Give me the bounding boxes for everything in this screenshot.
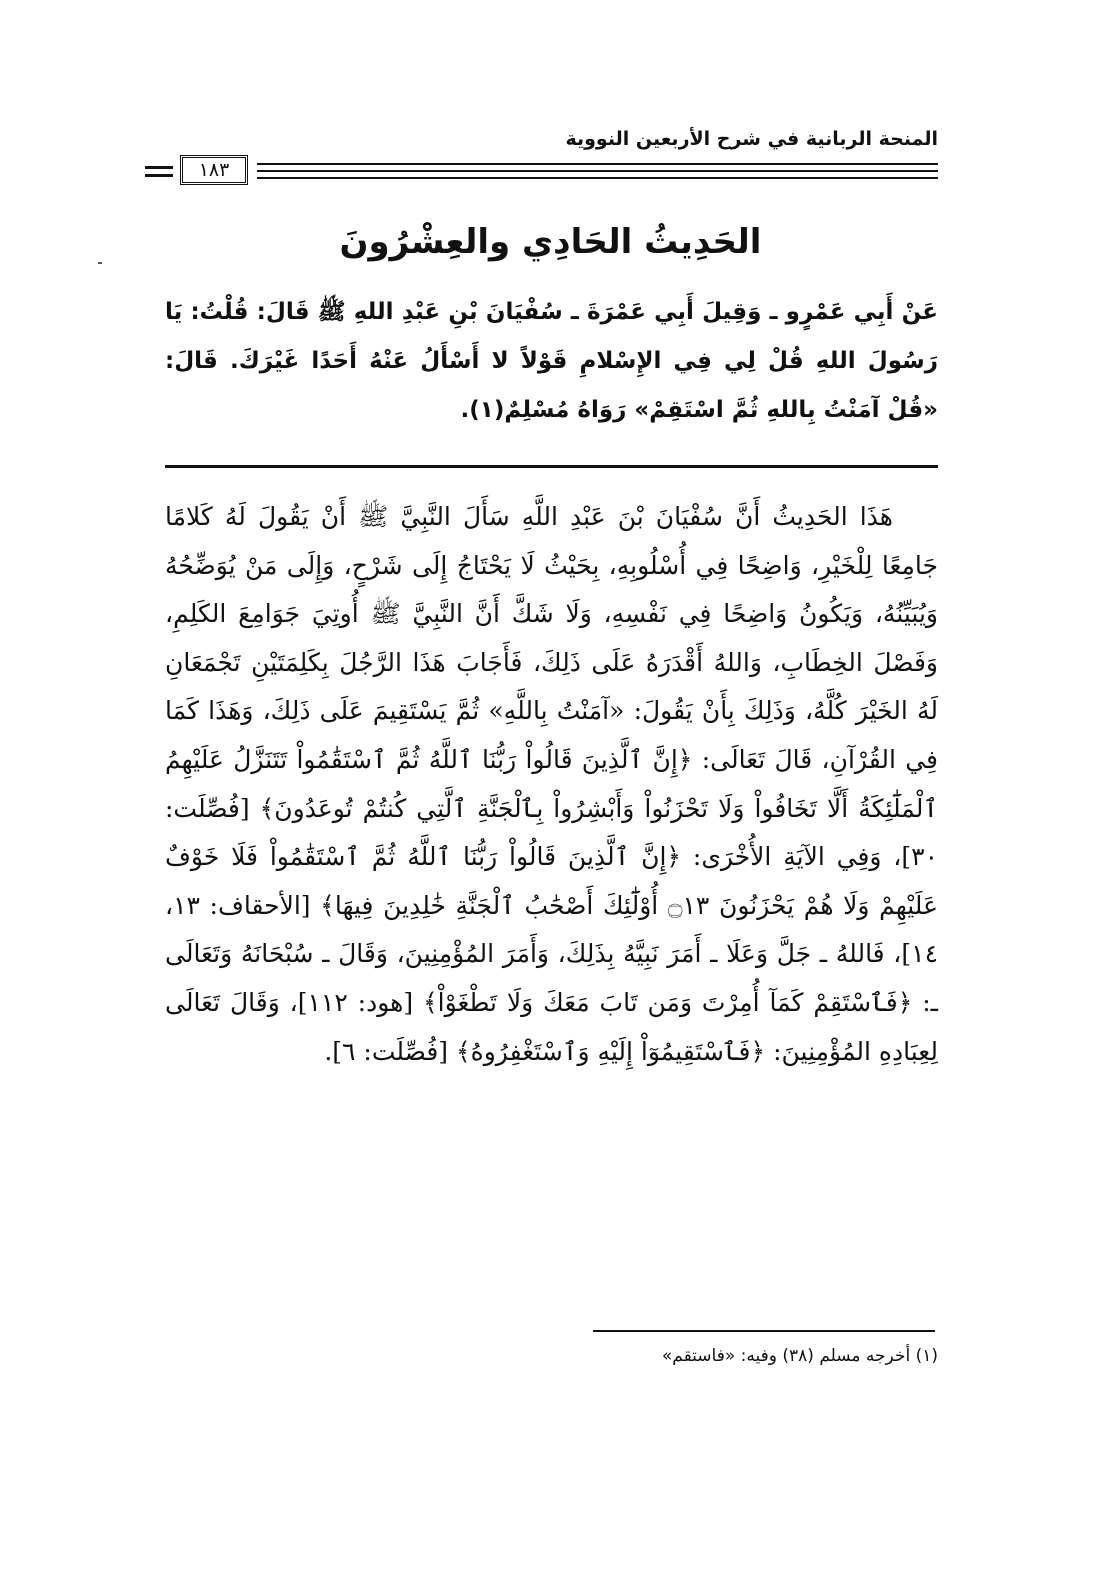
header-rule bbox=[257, 177, 938, 179]
hadith-title: الحَدِيثُ الحَادِي والعِشْرُونَ bbox=[339, 222, 762, 262]
header-rule bbox=[257, 170, 938, 172]
footnote-rule bbox=[593, 1330, 935, 1332]
page-number: ١٨٣ bbox=[180, 155, 248, 185]
section-divider bbox=[165, 465, 938, 468]
margin-mark bbox=[98, 262, 102, 264]
footnote: (١) أخرجه مسلم (٣٨) وفيه: «فاستقم» bbox=[661, 1346, 938, 1366]
hadith-text: عَنْ أَبِي عَمْرٍو ـ وَقِيلَ أَبِي عَمْرَةَ ـ سُفْيَانَ بْنِ عَبْدِ اللهِ ﷺ قَالَ: قُلْتُ: يَا رَسُولَ اللهِ قُلْ لِي فِي الإِسْلامِ قَوْلاً لا أَسْأَلُ عَنْهُ أَحَدًا غَيْرَكَ. قَالَ: «قُلْ آمَنْتُ بِاللهِ ثُمَّ اسْتَقِمْ» رَوَاهُ مُسْلِمٌ(١). bbox=[165, 299, 938, 423]
header-ornament-left bbox=[145, 166, 173, 169]
header-ornament-left bbox=[145, 174, 173, 177]
commentary-paragraph: هَذَا الحَدِيثُ أَنَّ سُفْيَانَ بْنَ عَبْدِ اللَّهِ سَأَلَ النَّبِيَّ ﷺ أَنْ يَقُولَ لَهُ كَلامًا جَامِعًا لِلْخَيْرِ، وَاضِحًا فِي أُسْلُوبِهِ، بِحَيْثُ لَا يَحْتَاجُ إِلَى شَرْحٍ، وَإِلَى مَنْ يُوَضِّحُهُ وَيُبَيِّنُهُ، وَيَكُونُ وَاضِحًا فِي نَفْسِهِ، وَلَا شَكَّ أَنَّ النَّبِيَّ ﷺ أُوتِيَ جَوَامِعَ الكَلِمِ، وَفَصْلَ الخِطَابِ، وَاللهُ أَقْدَرَهُ عَلَى ذَلِكَ، فَأَجَابَ هَذَا الرَّجُلَ بِكَلِمَتَيْنِ تَجْمَعَانِ لَهُ الخَيْرَ كُلَّهُ، وَذَلِكَ بِأَنْ يَقُولَ: «آمَنْتُ بِاللَّهِ» ثُمَّ يَسْتَقِيمَ عَلَى ذَلِكَ، وَهَذَا كَمَا فِي القُرْآنِ، قَالَ تَعَالَى: ﴿إِنَّ ٱلَّذِينَ قَالُواْ رَبُّنَا ٱللَّهُ ثُمَّ ٱسْتَقَٰمُواْ تَتَنَزَّلُ عَلَيْهِمُ ٱلْمَلَٰٓئِكَةُ أَلَّا تَخَافُواْ وَلَا تَحْزَنُواْ وَأَبْشِرُواْ بِٱلْجَنَّةِ ٱلَّتِي كُنتُمْ تُوعَدُونَ﴾ [فُصِّلَت: ٣٠]، وَفِي الآيَةِ الأُخْرَى: ﴿إِنَّ ٱلَّذِينَ قَالُواْ رَبُّنَا ٱللَّهُ ثُمَّ ٱسْتَقَٰمُواْ فَلَا خَوْفٌ عَلَيْهِمْ وَلَا هُمْ يَحْزَنُونَ ۝١٣ أُوْلَٰٓئِكَ أَصْحَٰبُ ٱلْجَنَّةِ خَٰلِدِينَ فِيهَا﴾ [الأحقاف: ١٣، ١٤]، فَاللهُ ـ جَلَّ وَعَلَا ـ أَمَرَ نَبِيَّهُ بِذَلِكَ، وَأَمَرَ المُؤْمِنِينَ، وَقَالَ ـ سُبْحَانَهُ وَتَعَالَى ـ: ﴿فَٱسْتَقِمْ كَمَآ أُمِرْتَ وَمَن تَابَ مَعَكَ وَلَا تَطْغَوْاْ﴾ [هود: ١١٢]، وَقَالَ تَعَالَى لِعِبَادِهِ المُؤْمِنِينَ: ﴿فَٱسْتَقِيمُوٓاْ إِلَيْهِ وَٱسْتَغْفِرُوهُ﴾ [فُصِّلَت: ٦]. bbox=[165, 502, 938, 1066]
header-rule bbox=[257, 163, 938, 165]
running-header: المنحة الربانية في شرح الأربعين النووية bbox=[565, 128, 938, 150]
hadith-text-block bbox=[165, 288, 938, 435]
commentary-block bbox=[165, 493, 938, 1076]
